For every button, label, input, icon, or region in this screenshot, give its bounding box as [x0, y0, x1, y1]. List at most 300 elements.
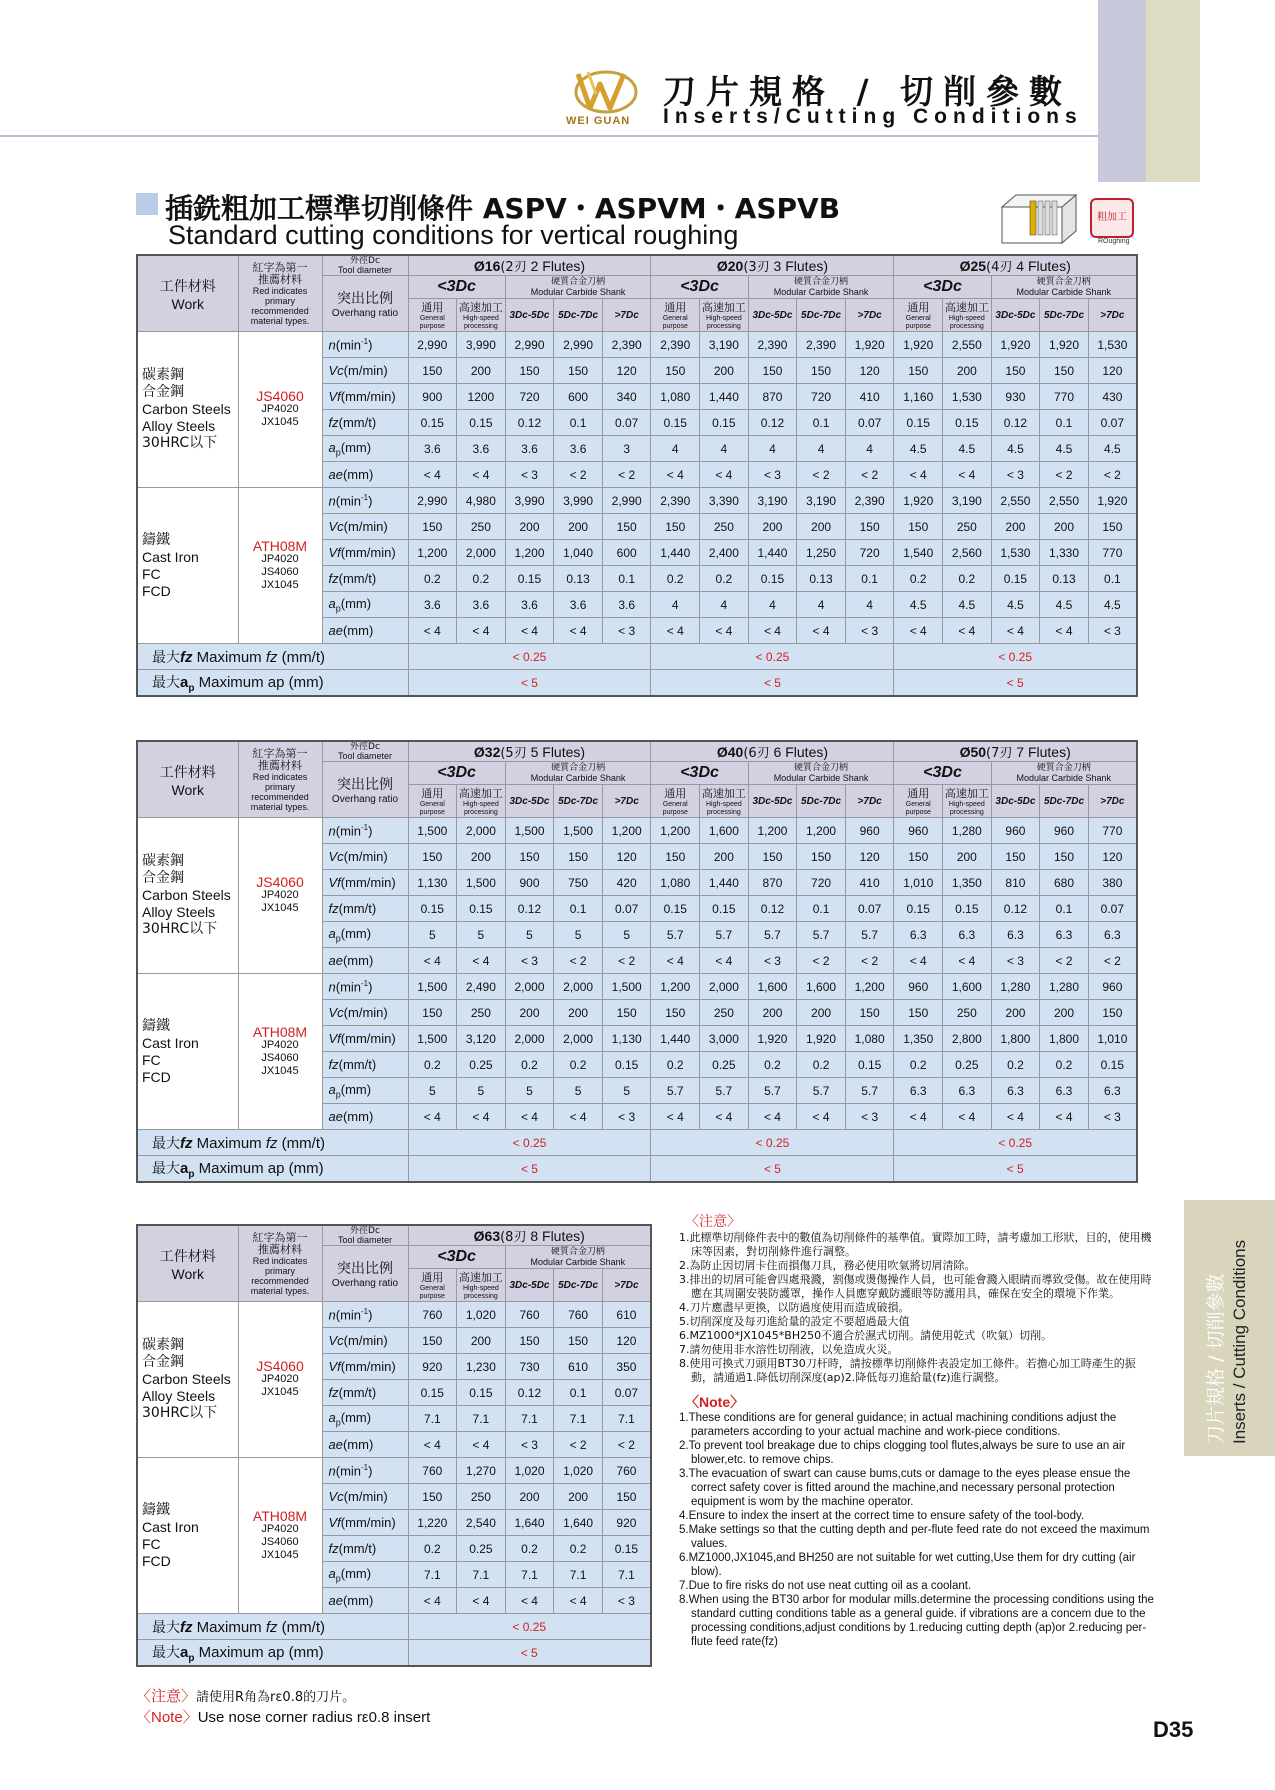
value-cell: < 3	[1088, 1104, 1137, 1130]
diameter-header: Ø25(4刃 4 Flutes)	[894, 255, 1137, 276]
value-cell: < 4	[408, 1432, 457, 1458]
value-cell: 1,200	[602, 818, 651, 844]
value-cell: < 3	[991, 948, 1040, 974]
value-cell: 2,550	[1040, 488, 1089, 514]
shank-header: 硬質合金刀柄 Modular Carbide Shank	[748, 276, 894, 299]
value-cell: < 4	[505, 618, 554, 644]
value-cell: 7.1	[505, 1406, 554, 1432]
value-cell: 120	[845, 844, 894, 870]
value-cell: 750	[554, 870, 603, 896]
value-cell: 1,640	[554, 1510, 603, 1536]
value-cell: 150	[554, 844, 603, 870]
value-cell: 6.3	[894, 922, 943, 948]
note-cn-item: 1.此標準切削條件表中的數值為切削條件的基準值。實際加工時，請考慮加工形狀，目的，使用機床等因素，對切削條件進行調整。	[679, 1231, 1152, 1258]
max-fz-value: < 0.25	[408, 1130, 651, 1156]
value-cell: 380	[1088, 870, 1137, 896]
value-cell: 730	[505, 1354, 554, 1380]
grade-header: 紅字為第一 推薦材料 Red indicates primary recommended material types.	[238, 741, 322, 818]
value-cell: 2,000	[700, 974, 749, 1000]
value-cell: 0.07	[602, 410, 651, 436]
shank-header: 硬質合金刀柄 Modular Carbide Shank	[748, 762, 894, 785]
value-cell: 0.15	[748, 566, 797, 592]
value-cell: 0.15	[700, 896, 749, 922]
value-cell: 150	[602, 514, 651, 540]
roughing-badge-sub: ROughing	[1098, 238, 1130, 245]
value-cell: 0.15	[845, 1052, 894, 1078]
value-cell: < 4	[408, 1104, 457, 1130]
value-cell: < 2	[554, 948, 603, 974]
value-cell: 200	[943, 844, 992, 870]
value-cell: 2,990	[408, 488, 457, 514]
value-cell: 4.5	[894, 436, 943, 462]
value-cell: 150	[894, 358, 943, 384]
value-cell: 1,080	[651, 384, 700, 410]
value-cell: 3.6	[408, 436, 457, 462]
value-cell: 1,800	[1040, 1026, 1089, 1052]
value-cell: 150	[602, 1000, 651, 1026]
value-cell: 0.2	[748, 1052, 797, 1078]
value-cell: 4	[748, 592, 797, 618]
note-en-item: 4.Ensure to index the insert at the correct time to ensure safety of the tool-body.	[679, 1510, 1085, 1522]
value-cell: 150	[797, 844, 846, 870]
note-en-item: 7.Due to fire risks do not use neat cutting oil as a coolant.	[679, 1580, 972, 1592]
value-cell: 0.15	[602, 1536, 651, 1562]
value-cell: 3,990	[457, 332, 506, 358]
note-en-item: 2.To prevent tool breakage due to chips clogging tool flutes,always be sure to use an air blower,etc. to remove chips.	[679, 1440, 1126, 1466]
value-cell: 0.1	[602, 566, 651, 592]
param-label: ae(mm)	[322, 618, 408, 644]
value-cell: 0.1	[554, 1380, 603, 1406]
value-cell: 150	[894, 844, 943, 870]
col-gt7dc: >7Dc	[845, 785, 894, 818]
value-cell: 0.1	[1088, 566, 1137, 592]
value-cell: < 4	[651, 618, 700, 644]
value-cell: 6.3	[1088, 1078, 1137, 1104]
value-cell: 150	[408, 358, 457, 384]
value-cell: < 4	[797, 1104, 846, 1130]
value-cell: 150	[894, 1000, 943, 1026]
general-purpose-header: 通用 General purpose	[894, 785, 943, 818]
col-gt7dc: >7Dc	[602, 299, 651, 332]
value-cell: 0.07	[602, 896, 651, 922]
value-cell: 3,000	[700, 1026, 749, 1052]
value-cell: 0.2	[894, 566, 943, 592]
param-label: Vc(m/min)	[322, 358, 408, 384]
col-3-5dc: 3Dc-5Dc	[505, 299, 554, 332]
value-cell: 150	[991, 358, 1040, 384]
max-ap-value: < 5	[408, 670, 651, 697]
value-cell: < 2	[602, 1432, 651, 1458]
value-cell: 1,220	[408, 1510, 457, 1536]
param-label: fz(mm/t)	[322, 410, 408, 436]
param-label: $a_p(mm)$	[322, 1078, 408, 1104]
value-cell: 1,500	[408, 818, 457, 844]
value-cell: 720	[797, 384, 846, 410]
param-label: Vf(mm/min)	[322, 1354, 408, 1380]
high-speed-header: 高速加工 High-speed processing	[700, 299, 749, 332]
param-label: ae(mm)	[322, 462, 408, 488]
lt3dc-header: <3Dc	[651, 276, 748, 299]
notes-en-list	[677, 1411, 1157, 1649]
value-cell: 2,390	[651, 488, 700, 514]
param-label: $a_p(mm)$	[322, 1562, 408, 1588]
max-ap-value: < 5	[651, 670, 894, 697]
value-cell: 7.1	[408, 1562, 457, 1588]
material-iron: 鑄鐵 Cast Iron FC FCD	[137, 1458, 238, 1614]
value-cell: 1,130	[408, 870, 457, 896]
value-cell: 3.6	[554, 592, 603, 618]
param-label: $n(\min^{-1})$	[322, 1458, 408, 1484]
param-label: Vc(m/min)	[322, 844, 408, 870]
value-cell: 1,200	[797, 818, 846, 844]
value-cell: 1,270	[457, 1458, 506, 1484]
value-cell: < 4	[894, 618, 943, 644]
value-cell: 770	[1088, 540, 1137, 566]
value-cell: 200	[797, 514, 846, 540]
value-cell: 150	[748, 844, 797, 870]
value-cell: 200	[457, 1328, 506, 1354]
diameter-header: Ø20(3刃 3 Flutes)	[651, 255, 894, 276]
value-cell: 3.6	[602, 592, 651, 618]
value-cell: < 2	[1088, 462, 1137, 488]
value-cell: 3,120	[457, 1026, 506, 1052]
value-cell: < 4	[943, 618, 992, 644]
header-rule	[0, 135, 1098, 137]
cutting-table-3	[136, 1224, 652, 1667]
footer-note-cn-label: 〈注意〉	[136, 1688, 197, 1705]
value-cell: 1,020	[457, 1302, 506, 1328]
value-cell: 2,390	[651, 332, 700, 358]
value-cell: 4	[845, 436, 894, 462]
value-cell: 1,010	[894, 870, 943, 896]
value-cell: 0.2	[700, 566, 749, 592]
value-cell: 200	[457, 844, 506, 870]
value-cell: < 4	[554, 1104, 603, 1130]
value-cell: 760	[408, 1302, 457, 1328]
value-cell: 0.1	[1040, 896, 1089, 922]
col-3-5dc: 3Dc-5Dc	[505, 1269, 554, 1302]
value-cell: 0.12	[748, 410, 797, 436]
cutting-table-1	[136, 254, 1138, 697]
note-cn-item: 8.使用可換式刀頭用BT30刀杆時，請按標準切削條件表設定加工條件。若擔心加工時產生的振動，請通過1.降低切削深度(ap)2.降低每刃進給量(fz)進行調整。	[679, 1357, 1136, 1384]
param-label: fz(mm/t)	[322, 1380, 408, 1406]
value-cell: 150	[408, 1328, 457, 1354]
value-cell: 960	[1040, 818, 1089, 844]
value-cell: 1,920	[1088, 488, 1137, 514]
value-cell: 150	[845, 514, 894, 540]
footer-note-en	[136, 1706, 430, 1727]
lt3dc-header: <3Dc	[651, 762, 748, 785]
value-cell: 340	[602, 384, 651, 410]
value-cell: 0.12	[991, 896, 1040, 922]
value-cell: 4	[797, 436, 846, 462]
value-cell: 200	[457, 358, 506, 384]
value-cell: 120	[602, 1328, 651, 1354]
note-cn-item: 3.排出的切屑可能會四處飛濺，割傷或燙傷操作人員，也可能會濺入眼睛而導致受傷。故在使用時應在其周圍安裝防護罩，操作人員應穿戴防護眼等防護用具，確保在安全的環境下作業。	[679, 1273, 1152, 1300]
value-cell: 960	[845, 818, 894, 844]
high-speed-header: 高速加工 High-speed processing	[457, 785, 506, 818]
lt3dc-header: <3Dc	[408, 276, 505, 299]
section-title-en: Standard cutting conditions for vertical roughing	[168, 220, 739, 250]
value-cell: 960	[991, 818, 1040, 844]
value-cell: < 2	[554, 462, 603, 488]
value-cell: 0.1	[797, 896, 846, 922]
value-cell: 0.25	[700, 1052, 749, 1078]
value-cell: 1,500	[408, 1026, 457, 1052]
value-cell: 4.5	[991, 436, 1040, 462]
value-cell: < 4	[457, 462, 506, 488]
value-cell: < 3	[505, 462, 554, 488]
value-cell: 0.12	[505, 1380, 554, 1406]
value-cell: 2,390	[602, 332, 651, 358]
value-cell: 150	[1040, 844, 1089, 870]
value-cell: 1,350	[894, 1026, 943, 1052]
value-cell: 0.2	[554, 1536, 603, 1562]
max-fz-label: 最大fz Maximum fz (mm/t)	[137, 1130, 408, 1156]
general-purpose-header: 通用 General purpose	[651, 785, 700, 818]
param-label: ae(mm)	[322, 948, 408, 974]
col-gt7dc: >7Dc	[602, 785, 651, 818]
value-cell: 1,920	[748, 1026, 797, 1052]
value-cell: 7.1	[602, 1406, 651, 1432]
param-label: Vf(mm/min)	[322, 540, 408, 566]
value-cell: 5	[457, 922, 506, 948]
lt3dc-header: <3Dc	[408, 1246, 505, 1269]
value-cell: < 4	[943, 462, 992, 488]
value-cell: 150	[505, 1328, 554, 1354]
value-cell: 1,280	[991, 974, 1040, 1000]
logo-text: WEI GUAN	[566, 115, 631, 127]
value-cell: 1200	[457, 384, 506, 410]
lt3dc-header: <3Dc	[894, 276, 991, 299]
param-label: $n(\min^{-1})$	[322, 818, 408, 844]
value-cell: 920	[602, 1510, 651, 1536]
value-cell: < 4	[457, 1588, 506, 1614]
shank-header: 硬質合金刀柄 Modular Carbide Shank	[505, 1246, 651, 1269]
value-cell: 0.15	[408, 410, 457, 436]
value-cell: < 4	[408, 1588, 457, 1614]
note-cn-item: 5.切削深度及每刃進給量的設定不要超過最大值	[679, 1315, 910, 1328]
value-cell: 250	[700, 514, 749, 540]
value-cell: 200	[554, 1484, 603, 1510]
value-cell: 0.25	[457, 1052, 506, 1078]
value-cell: 0.2	[505, 1536, 554, 1562]
value-cell: 0.2	[457, 566, 506, 592]
value-cell: < 3	[845, 618, 894, 644]
value-cell: 2,400	[700, 540, 749, 566]
value-cell: 1,350	[943, 870, 992, 896]
max-ap-label: 最大$a_p$ Maximum ap (mm)	[137, 1156, 408, 1183]
value-cell: 150	[991, 844, 1040, 870]
shank-header: 硬質合金刀柄 Modular Carbide Shank	[991, 762, 1137, 785]
value-cell: 0.07	[602, 1380, 651, 1406]
tool-diameter-header: 外徑Dc Tool diameter	[322, 741, 408, 762]
value-cell: < 4	[505, 1588, 554, 1614]
max-ap-value: < 5	[894, 670, 1137, 697]
value-cell: 150	[408, 1484, 457, 1510]
high-speed-header: 高速加工 High-speed processing	[457, 299, 506, 332]
value-cell: 5.7	[845, 1078, 894, 1104]
value-cell: 150	[554, 358, 603, 384]
value-cell: 0.07	[845, 896, 894, 922]
value-cell: 0.12	[505, 410, 554, 436]
value-cell: 120	[1088, 358, 1137, 384]
value-cell: 3.6	[505, 436, 554, 462]
value-cell: 200	[748, 1000, 797, 1026]
col-5-7dc: 5Dc-7Dc	[1040, 299, 1089, 332]
value-cell: 0.13	[1040, 566, 1089, 592]
value-cell: 200	[554, 1000, 603, 1026]
high-speed-header: 高速加工 High-speed processing	[457, 1269, 506, 1302]
value-cell: < 4	[651, 462, 700, 488]
value-cell: 5.7	[797, 1078, 846, 1104]
notes-cn-title: 〈注意〉	[685, 1214, 741, 1230]
value-cell: 4	[651, 436, 700, 462]
value-cell: < 3	[748, 462, 797, 488]
grade-iron: ATH08M JP4020 JS4060 JX1045	[238, 974, 322, 1130]
value-cell: 150	[651, 514, 700, 540]
value-cell: 200	[700, 844, 749, 870]
value-cell: 200	[797, 1000, 846, 1026]
grade-header: 紅字為第一 推薦材料 Red indicates primary recommended material types.	[238, 1225, 322, 1302]
value-cell: 0.2	[991, 1052, 1040, 1078]
value-cell: 5.7	[651, 922, 700, 948]
value-cell: 4.5	[943, 436, 992, 462]
value-cell: 200	[1040, 514, 1089, 540]
value-cell: 810	[991, 870, 1040, 896]
value-cell: 4.5	[1088, 436, 1137, 462]
value-cell: 1,200	[651, 974, 700, 1000]
max-ap-label: 最大$a_p$ Maximum ap (mm)	[137, 670, 408, 697]
value-cell: 3.6	[505, 592, 554, 618]
section-marker	[136, 193, 158, 215]
page-title-en: Inserts/Cutting Conditions	[663, 105, 1083, 128]
col-3-5dc: 3Dc-5Dc	[748, 299, 797, 332]
value-cell: 2,990	[554, 332, 603, 358]
param-label: ae(mm)	[322, 1104, 408, 1130]
value-cell: 4	[797, 592, 846, 618]
value-cell: < 4	[797, 618, 846, 644]
grade-steel: JS4060 JP4020 JX1045	[238, 332, 322, 488]
value-cell: < 2	[1040, 948, 1089, 974]
value-cell: 5	[602, 922, 651, 948]
value-cell: 2,000	[457, 818, 506, 844]
value-cell: 1,920	[894, 332, 943, 358]
value-cell: 150	[408, 844, 457, 870]
value-cell: 5.7	[797, 922, 846, 948]
value-cell: 960	[894, 818, 943, 844]
value-cell: 5	[505, 922, 554, 948]
value-cell: 1,080	[845, 1026, 894, 1052]
value-cell: < 4	[1040, 618, 1089, 644]
value-cell: 200	[991, 1000, 1040, 1026]
value-cell: 5	[505, 1078, 554, 1104]
header-right-strip-beige	[1146, 0, 1200, 182]
value-cell: 5.7	[700, 922, 749, 948]
value-cell: 350	[602, 1354, 651, 1380]
value-cell: 150	[845, 1000, 894, 1026]
value-cell: 2,990	[408, 332, 457, 358]
max-ap-value: < 5	[408, 1156, 651, 1183]
value-cell: 3,190	[943, 488, 992, 514]
value-cell: 760	[554, 1302, 603, 1328]
value-cell: 1,280	[1040, 974, 1089, 1000]
value-cell: 2,990	[505, 332, 554, 358]
value-cell: 1,920	[894, 488, 943, 514]
diameter-header: Ø16(2刃 2 Flutes)	[408, 255, 651, 276]
value-cell: 1,530	[943, 384, 992, 410]
overhang-header: 突出比例 Overhang ratio	[322, 762, 408, 818]
value-cell: 150	[651, 358, 700, 384]
value-cell: 1,920	[991, 332, 1040, 358]
value-cell: 150	[408, 1000, 457, 1026]
value-cell: 6.3	[943, 922, 992, 948]
notes-cn-list	[677, 1231, 1157, 1385]
value-cell: 960	[894, 974, 943, 1000]
value-cell: < 2	[845, 948, 894, 974]
value-cell: 600	[602, 540, 651, 566]
value-cell: 4.5	[1040, 436, 1089, 462]
param-label: Vf(mm/min)	[322, 870, 408, 896]
value-cell: 2,390	[748, 332, 797, 358]
param-label: $n(\min^{-1})$	[322, 332, 408, 358]
notes-block	[677, 1215, 1157, 1649]
value-cell: 6.3	[894, 1078, 943, 1104]
max-fz-value: < 0.25	[894, 644, 1137, 670]
value-cell: 0.13	[797, 566, 846, 592]
shank-header: 硬質合金刀柄 Modular Carbide Shank	[505, 762, 651, 785]
shank-header: 硬質合金刀柄 Modular Carbide Shank	[991, 276, 1137, 299]
value-cell: 5	[408, 922, 457, 948]
value-cell: 1,440	[651, 1026, 700, 1052]
value-cell: < 3	[505, 1432, 554, 1458]
tool-diameter-header: 外徑Dc Tool diameter	[322, 1225, 408, 1246]
value-cell: 610	[602, 1302, 651, 1328]
value-cell: 150	[602, 1484, 651, 1510]
value-cell: 2,990	[602, 488, 651, 514]
col-5-7dc: 5Dc-7Dc	[554, 785, 603, 818]
value-cell: 770	[1040, 384, 1089, 410]
value-cell: 1,540	[894, 540, 943, 566]
header-right-strip	[1098, 0, 1146, 182]
high-speed-header: 高速加工 High-speed processing	[700, 785, 749, 818]
value-cell: 0.15	[943, 410, 992, 436]
value-cell: 3.6	[457, 592, 506, 618]
value-cell: 200	[554, 514, 603, 540]
col-3-5dc: 3Dc-5Dc	[991, 785, 1040, 818]
value-cell: 150	[651, 844, 700, 870]
value-cell: 410	[845, 384, 894, 410]
param-label: $a_p(mm)$	[322, 922, 408, 948]
grade-steel: JS4060 JP4020 JX1045	[238, 1302, 322, 1458]
high-speed-header: 高速加工 High-speed processing	[943, 299, 992, 332]
param-label: fz(mm/t)	[322, 1536, 408, 1562]
general-purpose-header: 通用 General purpose	[408, 1269, 457, 1302]
footer-note-cn-text: 請使用R角為rε0.8的刀片。	[196, 1690, 356, 1705]
value-cell: 0.13	[554, 566, 603, 592]
value-cell: 1,600	[797, 974, 846, 1000]
value-cell: 150	[748, 358, 797, 384]
value-cell: 0.25	[457, 1536, 506, 1562]
value-cell: < 4	[894, 1104, 943, 1130]
value-cell: 1,020	[505, 1458, 554, 1484]
value-cell: 1,440	[700, 870, 749, 896]
value-cell: 200	[700, 358, 749, 384]
value-cell: 1,280	[943, 818, 992, 844]
value-cell: 0.2	[651, 1052, 700, 1078]
value-cell: 0.15	[457, 410, 506, 436]
value-cell: < 3	[845, 1104, 894, 1130]
